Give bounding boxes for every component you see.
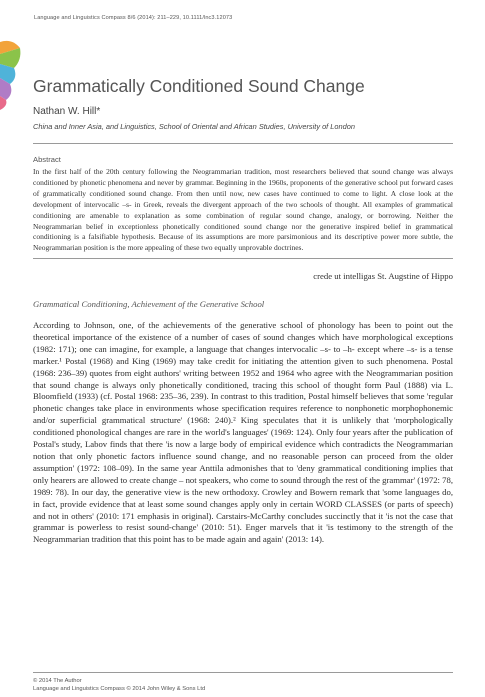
footer-copyright: © 2014 The Author [33,678,82,684]
journal-logo-icon [0,38,22,110]
article-title: Grammatically Conditioned Sound Change [33,76,365,96]
footer-divider [33,672,453,673]
abstract-text: In the first half of the 20th century following the Neogrammarian tradition, most researchers believed that sound change was always conditioned by phonetic phenomena and never by grammar. Beginning in the 1960s, proponents of the generative school put forward cases of grammatically conditioned sound change. From then until now, new cases have continued to come to light. A close look at the development of intervocalic –s- in Greek, reveals the divergent approach of the two schools of thought. All examples of grammatical conditioning are amenable to explanation as some combination of regular sound change, analogy, or borrowing. Neither the Neogrammarian belief in exceptionless phonetically conditioned sound change nor the generative inspired belief in grammatical conditioning is a falsifiable hypothesis. Because of its assumptions are more parsimonious and its descriptive power more subtle, the Neogrammarian position is the more appealing of these two equally unprovable doctrines. [33,167,453,253]
journal-citation-line: Language and Linguistics Compass 8/6 (2014): 211–229, 10.1111/lnc3.12073 [34,15,233,21]
author-affiliation: China and Inner Asia, and Linguistics, School of Oriental and African Studies, University of London [33,122,355,131]
abstract-divider [33,258,453,259]
body-paragraph: According to Johnson, one, of the achievements of the generative school of phonology has been to point out the theoretical importance of the existence of a number of cases of sound changes which have morphological exceptions (1982: 171); one can imagine, for example, a language that changes intervocalic –s- to –h- except where –s- is a tense marker.¹ Postal (1968) and King (1969) may take credit for initiating the attention given to such phenomena. Postal (1968: 236–39) quotes from eight authors' writing between 1952 and 1964 who agree with the Neogrammarian position that sound change is always only phonetically conditioned, tracing this school of thought form Paul (1888) via L. Bloomfield (1933) (cf. Postal 1968: 235–36, 239). In contrast to this tradition, Postal himself believes that some 'regular phonetic changes take place in environments whose specification requires reference to nonphonetic morphophonemic and/or superficial grammatical structure' (1968: 240).² King speculates that it is unlikely that 'morphologically conditioned phonological changes are rare in the world's languages' (1969: 124). Only four years after the publication of Postal's study, Labov finds that there 'is now a large body of empirical evidence which contradicts the Neogrammarian notion that only phonetic factors influence sound change, and no reasonable person can proceed from the older assumption' (1972: 108–09). In the same year Anttila admonishes that to 'deny grammatical conditioning implies that only hearers are allowed to create change – not speakers, who come to sound through the rest of the grammar' (1972: 78, 1989: 78). In our day, the generative view is the new orthodoxy. Crowley and Bowern remark that 'some languages do, in fact, provide evidence that at least some sound changes apply only in certain WORD CLASSES (or parts of speech) and not in others' (2010: 171 emphasis in original). Carstairs-McCarthy concludes succinctly that it 'is not the case that grammar is powerless to resist sound-change' (2010: 51). Enger marvels that it 'is testimony to the strength of the Neogrammarian tradition that this point has to be made again and again' (2013: 14). [33,320,453,545]
section-heading: Grammatical Conditioning, Achievement of the Generative School [33,299,265,309]
header-divider [33,143,453,144]
abstract-heading: Abstract [33,155,61,164]
footer-journal: Language and Linguistics Compass © 2014 John Wiley & Sons Ltd [33,686,206,692]
epigraph: crede ut intelligas St. Augstine of Hippo [313,271,453,281]
author-name: Nathan W. Hill* [33,106,101,117]
